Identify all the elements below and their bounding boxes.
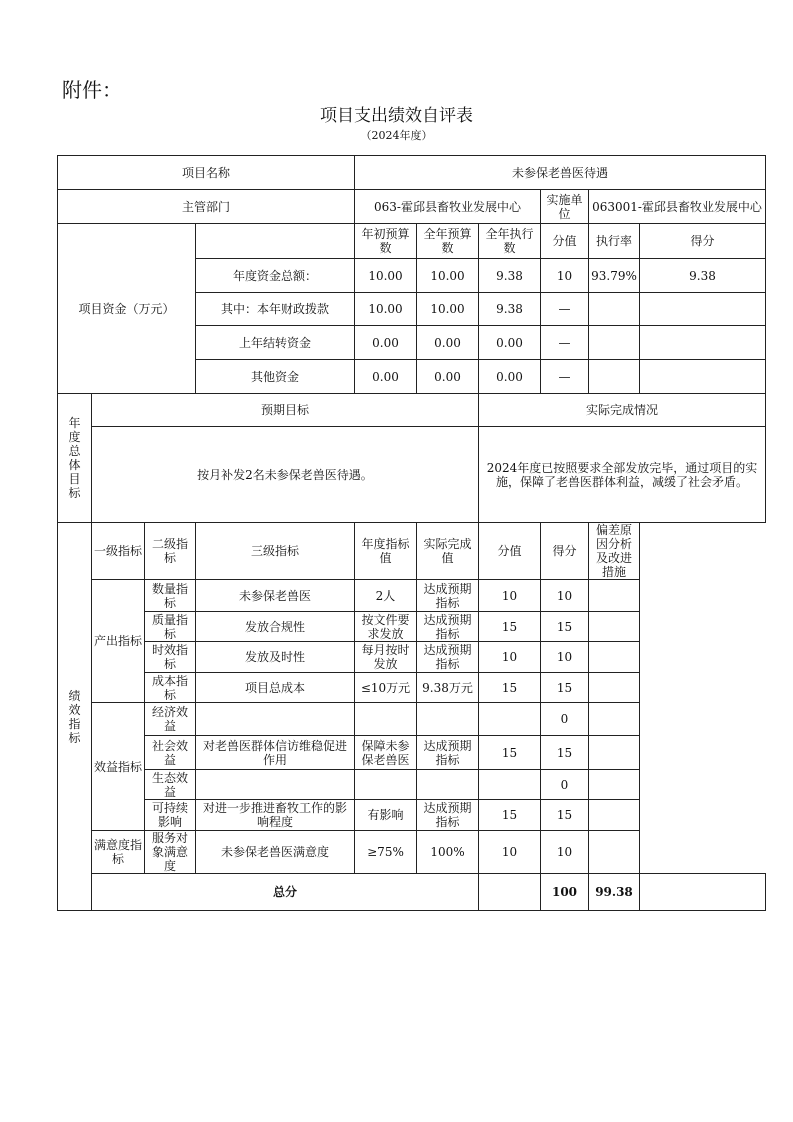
value-cell: 15 <box>479 612 541 642</box>
funds-cell: 10.00 <box>417 259 479 293</box>
funds-header-blank <box>196 224 355 259</box>
level3-cell: 项目总成本 <box>196 673 355 703</box>
funds-cell: 93.79% <box>589 259 640 293</box>
value-cell: 10 <box>479 642 541 673</box>
funds-cell <box>640 326 766 360</box>
project-name: 未参保老兽医待遇 <box>355 156 766 190</box>
funds-cell: 0.00 <box>479 326 541 360</box>
funds-cell: 0.00 <box>417 326 479 360</box>
funds-cell: — <box>541 293 589 326</box>
actual-cell: 达成预期指标 <box>417 642 479 673</box>
target-cell: 保障未参保老兽医 <box>355 736 417 770</box>
ind-header-level1: 一级指标 <box>92 523 145 580</box>
impl-value: 063001-霍邱县畜牧业发展中心 <box>589 190 766 224</box>
goals-label: 年 度 总 体 目 标 <box>58 394 92 523</box>
score-cell: 0 <box>541 703 589 736</box>
score-cell: 10 <box>541 642 589 673</box>
ind-header-reason: 偏差原因分析及改进措施 <box>589 523 640 580</box>
level2-cell: 质量指标 <box>145 612 196 642</box>
actual-cell: 达成预期指标 <box>417 800 479 831</box>
level2-cell: 服务对象满意度 <box>145 831 196 874</box>
level3-cell <box>196 770 355 800</box>
project-name-label: 项目名称 <box>58 156 355 190</box>
value-cell: 15 <box>479 736 541 770</box>
funds-label: 项目资金（万元） <box>58 224 196 394</box>
level1-satisfaction: 满意度指标 <box>92 831 145 874</box>
level2-cell: 可持续影响 <box>145 800 196 831</box>
funds-row-label: 年度资金总额： <box>196 259 355 293</box>
ind-header-level3: 三级指标 <box>196 523 355 580</box>
reason-cell <box>589 673 640 703</box>
funds-cell: 0.00 <box>355 360 417 394</box>
target-cell: 有影响 <box>355 800 417 831</box>
actual-result: 2024年度已按照要求全部发放完毕，通过项目的实施，保障了老兽医群体利益，减缓了社会矛盾。 <box>479 427 766 523</box>
funds-cell: 10.00 <box>355 259 417 293</box>
funds-cell: 10 <box>541 259 589 293</box>
attachment-label: 附件： <box>62 78 122 102</box>
funds-row-label: 其中：本年财政拨款 <box>196 293 355 326</box>
ind-header-level2: 二级指标 <box>145 523 196 580</box>
funds-cell <box>589 360 640 394</box>
funds-cell: 0.00 <box>479 360 541 394</box>
funds-col-initial: 年初预算数 <box>355 224 417 259</box>
value-cell: 10 <box>479 580 541 612</box>
level2-cell: 生态效益 <box>145 770 196 800</box>
score-cell: 15 <box>541 736 589 770</box>
score-cell: 15 <box>541 612 589 642</box>
funds-cell: 10.00 <box>355 293 417 326</box>
value-cell: 10 <box>479 831 541 874</box>
target-cell: 每月按时发放 <box>355 642 417 673</box>
level2-cell: 成本指标 <box>145 673 196 703</box>
level3-cell: 对进一步推进畜牧工作的影响程度 <box>196 800 355 831</box>
actual-cell: 达成预期指标 <box>417 612 479 642</box>
funds-row-label: 其他资金 <box>196 360 355 394</box>
dept-value: 063-霍邱县畜牧业发展中心 <box>355 190 541 224</box>
target-cell: ≤10万元 <box>355 673 417 703</box>
ind-header-target: 年度指标值 <box>355 523 417 580</box>
funds-row-label: 上年结转资金 <box>196 326 355 360</box>
actual-cell: 100% <box>417 831 479 874</box>
target-cell: 2人 <box>355 580 417 612</box>
reason-cell <box>589 770 640 800</box>
expected-goal-header: 预期目标 <box>92 394 479 427</box>
value-cell <box>479 770 541 800</box>
funds-col-rate: 执行率 <box>589 224 640 259</box>
funds-cell <box>640 293 766 326</box>
ind-header-actual: 实际完成值 <box>417 523 479 580</box>
level2-cell: 时效指标 <box>145 642 196 673</box>
self-evaluation-table <box>57 155 766 911</box>
funds-col-executed: 全年执行数 <box>479 224 541 259</box>
total-reason <box>640 874 766 911</box>
value-cell: 15 <box>479 673 541 703</box>
funds-cell <box>640 360 766 394</box>
score-cell: 10 <box>541 580 589 612</box>
total-score: 99.38 <box>589 874 640 911</box>
level3-cell: 对老兽医群体信访维稳促进作用 <box>196 736 355 770</box>
dept-label: 主管部门 <box>58 190 355 224</box>
total-actual <box>479 874 541 911</box>
level2-cell: 社会效益 <box>145 736 196 770</box>
funds-cell: 0.00 <box>417 360 479 394</box>
score-cell: 15 <box>541 800 589 831</box>
level1-benefit: 效益指标 <box>92 703 145 831</box>
funds-col-annual: 全年预算数 <box>417 224 479 259</box>
level2-cell: 数量指标 <box>145 580 196 612</box>
level1-output: 产出指标 <box>92 580 145 703</box>
indicators-label: 绩 效 指 标 <box>58 523 92 911</box>
score-cell: 15 <box>541 673 589 703</box>
score-cell: 10 <box>541 831 589 874</box>
actual-cell <box>417 703 479 736</box>
funds-cell: 9.38 <box>479 259 541 293</box>
funds-cell: 10.00 <box>417 293 479 326</box>
reason-cell <box>589 612 640 642</box>
actual-cell: 9.38万元 <box>417 673 479 703</box>
reason-cell <box>589 580 640 612</box>
report-year: （2024年度） <box>360 129 433 142</box>
expected-goal: 按月补发2名未参保老兽医待遇。 <box>92 427 479 523</box>
reason-cell <box>589 800 640 831</box>
funds-cell: — <box>541 360 589 394</box>
page-title: 项目支出绩效自评表 <box>320 106 473 126</box>
reason-cell <box>589 703 640 736</box>
funds-cell <box>589 326 640 360</box>
level2-cell: 经济效益 <box>145 703 196 736</box>
level3-cell: 发放合规性 <box>196 612 355 642</box>
total-label: 总分 <box>92 874 479 911</box>
level3-cell: 发放及时性 <box>196 642 355 673</box>
funds-cell: 9.38 <box>479 293 541 326</box>
funds-col-score-value: 分值 <box>541 224 589 259</box>
level3-cell: 未参保老兽医满意度 <box>196 831 355 874</box>
actual-cell <box>417 770 479 800</box>
level3-cell <box>196 703 355 736</box>
target-cell <box>355 770 417 800</box>
target-cell: 按文件要求发放 <box>355 612 417 642</box>
value-cell: 15 <box>479 800 541 831</box>
target-cell: ≥75% <box>355 831 417 874</box>
actual-cell: 达成预期指标 <box>417 736 479 770</box>
ind-header-value: 分值 <box>479 523 541 580</box>
funds-col-score: 得分 <box>640 224 766 259</box>
target-cell <box>355 703 417 736</box>
total-value: 100 <box>541 874 589 911</box>
reason-cell <box>589 736 640 770</box>
reason-cell <box>589 831 640 874</box>
impl-label: 实施单位 <box>541 190 589 224</box>
funds-cell: 9.38 <box>640 259 766 293</box>
reason-cell <box>589 642 640 673</box>
funds-cell: — <box>541 326 589 360</box>
score-cell: 0 <box>541 770 589 800</box>
value-cell <box>479 703 541 736</box>
funds-cell <box>589 293 640 326</box>
ind-header-score: 得分 <box>541 523 589 580</box>
funds-cell: 0.00 <box>355 326 417 360</box>
level3-cell: 未参保老兽医 <box>196 580 355 612</box>
actual-result-header: 实际完成情况 <box>479 394 766 427</box>
actual-cell: 达成预期指标 <box>417 580 479 612</box>
